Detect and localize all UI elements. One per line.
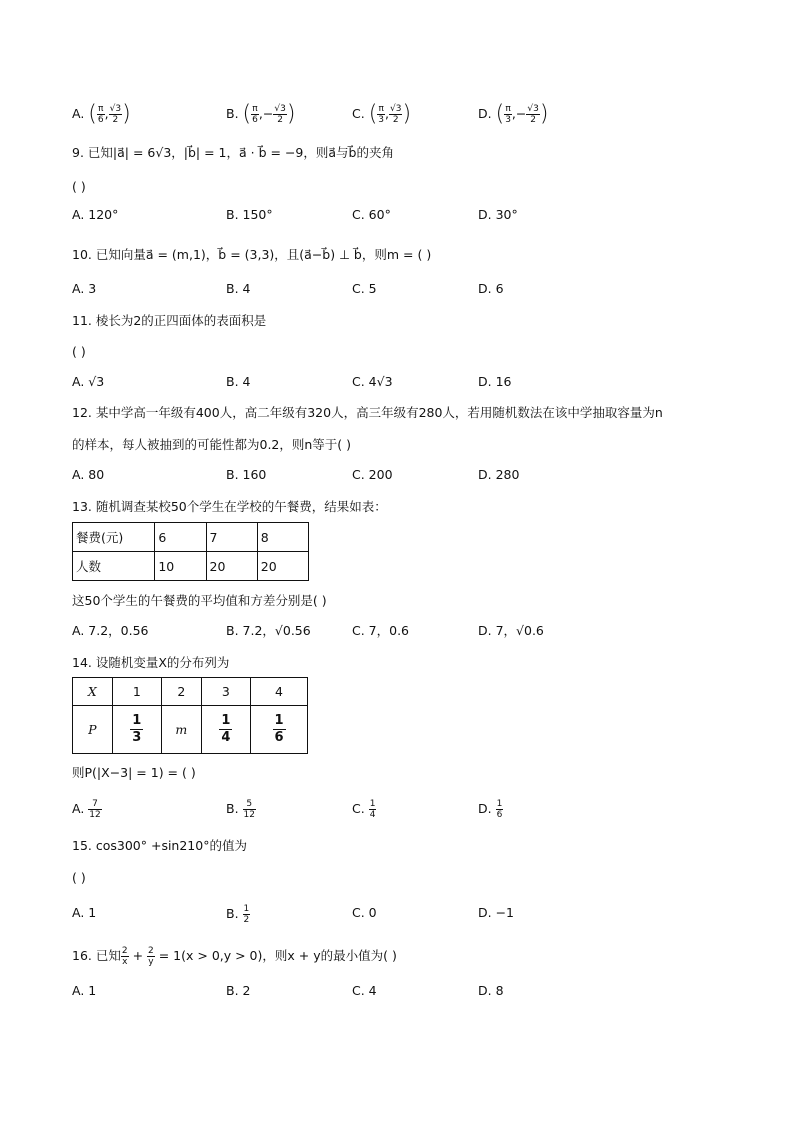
- q11-option-c: C. 4√3: [352, 374, 393, 389]
- q15-paren: ( ): [72, 870, 86, 885]
- table-row: [73, 552, 309, 581]
- q14-distribution-table: [72, 677, 308, 754]
- q9-option-c: C. 60°: [352, 207, 391, 222]
- table-cell: m: [161, 706, 201, 754]
- table-cell: P: [73, 706, 113, 754]
- q13-option-c: C. 7，0.6: [352, 623, 410, 638]
- q12-stem-line2: 的样本，每人被抽到的可能性都为0.2，则n等于( ): [72, 437, 352, 452]
- q15-option-b: B. $\frac{1}{2}$: [226, 904, 250, 925]
- q15-option-d: D. −1: [478, 905, 514, 920]
- q13-option-a: A. 7.2，0.56: [72, 623, 149, 638]
- q12-option-c: C. 200: [352, 467, 393, 482]
- q10-option-b: B. 4: [226, 281, 251, 296]
- table-row: [73, 706, 308, 754]
- q10-option-c: C. 5: [352, 281, 377, 296]
- q10-option-a: A. 3: [72, 281, 97, 296]
- q12-option-d: D. 280: [478, 467, 520, 482]
- table-cell: 20: [206, 552, 257, 581]
- table-cell: 20: [257, 552, 308, 581]
- q16-option-c: C. 4: [352, 983, 377, 998]
- q16-option-d: D. 8: [478, 983, 504, 998]
- q14-option-c: C. $\frac{1}{4}$: [352, 799, 376, 820]
- q15-option-a: A. 1: [72, 905, 97, 920]
- q11-option-a: A. √3: [72, 374, 105, 389]
- table-row: [73, 678, 308, 706]
- q13-option-b: B. 7.2，√0.56: [226, 623, 311, 638]
- q15-stem: 15. cos300° +sin210°的值为: [72, 838, 247, 853]
- q14-option-a: A. $\frac{7}{12}$: [72, 799, 101, 820]
- table-cell: 10: [155, 552, 206, 581]
- q13-question: 这50个学生的午餐费的平均值和方差分别是( ): [72, 593, 327, 608]
- table-cell: $\frac{1}{4}$: [201, 706, 250, 754]
- q13-table: [72, 522, 309, 581]
- q9-option-d: D. 30°: [478, 207, 518, 222]
- q16-option-b: B. 2: [226, 983, 251, 998]
- q9-paren: ( ): [72, 179, 86, 194]
- q9-option-b: B. 150°: [226, 207, 273, 222]
- q11-option-b: B. 4: [226, 374, 251, 389]
- table-cell: 餐费(元): [73, 523, 155, 552]
- q8-option-b: B. ( $\frac{\pi}{6}$ ,− $\frac{√3}{2}$ ): [226, 101, 296, 127]
- q14-stem: 14. 设随机变量X的分布列为: [72, 655, 230, 670]
- q16-stem: 16. 已知 $\frac{2}{x}$ + $\frac{2}{y}$ = 1(x > 0,y > 0)，则x + y的最小值为( ): [72, 946, 397, 967]
- q14-question: 则P(|X−3| = 1) = ( ): [72, 765, 196, 780]
- q10-option-d: D. 6: [478, 281, 504, 296]
- q12-option-a: A. 80: [72, 467, 105, 482]
- q12-stem-line1: 12. 某中学高一年级有400人，高二年级有320人，高三年级有280人，若用随机数法在该中学抽取容量为n: [72, 405, 663, 420]
- q8-option-d: D. ( $\frac{\pi}{3}$ ,− $\frac{√3}{2}$ ): [478, 101, 549, 127]
- q15-option-c: C. 0: [352, 905, 377, 920]
- q9-stem: 9. 已知|a⃗| = 6√3，|b⃗| = 1，a⃗ · b⃗ = −9，则a⃗与b⃗的夹角: [72, 145, 394, 160]
- q8-option-c: C. ( $\frac{\pi}{3}$ , $\frac{√3}{2}$ ): [352, 101, 412, 127]
- table-cell: 1: [112, 678, 161, 706]
- q14-option-b: B. $\frac{5}{12}$: [226, 799, 255, 820]
- table-cell: $\frac{1}{6}$: [251, 706, 308, 754]
- table-cell: 8: [257, 523, 308, 552]
- table-cell: $\frac{1}{3}$: [112, 706, 161, 754]
- table-cell: 4: [251, 678, 308, 706]
- q9-option-a: A. 120°: [72, 207, 119, 222]
- q13-option-d: D. 7，√0.6: [478, 623, 544, 638]
- table-cell: 2: [161, 678, 201, 706]
- q11-stem: 11. 棱长为2的正四面体的表面积是: [72, 313, 267, 328]
- q13-stem: 13. 随机调查某校50个学生在学校的午餐费，结果如表：: [72, 499, 387, 514]
- q11-paren: ( ): [72, 344, 86, 359]
- table-cell: X: [73, 678, 113, 706]
- table-cell: 7: [206, 523, 257, 552]
- q12-option-b: B. 160: [226, 467, 267, 482]
- q8-option-a: A. ( $\frac{\pi}{6}$ , $\frac{√3}{2}$ ): [72, 101, 131, 127]
- q11-option-d: D. 16: [478, 374, 512, 389]
- table-cell: 3: [201, 678, 250, 706]
- table-row: [73, 523, 309, 552]
- q10-stem: 10. 已知向量a⃗ = (m,1)，b⃗ = (3,3)，且(a⃗−b⃗) ⊥ b⃗，则m = ( ): [72, 247, 432, 262]
- table-cell: 人数: [73, 552, 155, 581]
- q14-option-d: D. $\frac{1}{6}$: [478, 799, 503, 820]
- table-cell: 6: [155, 523, 206, 552]
- q16-option-a: A. 1: [72, 983, 97, 998]
